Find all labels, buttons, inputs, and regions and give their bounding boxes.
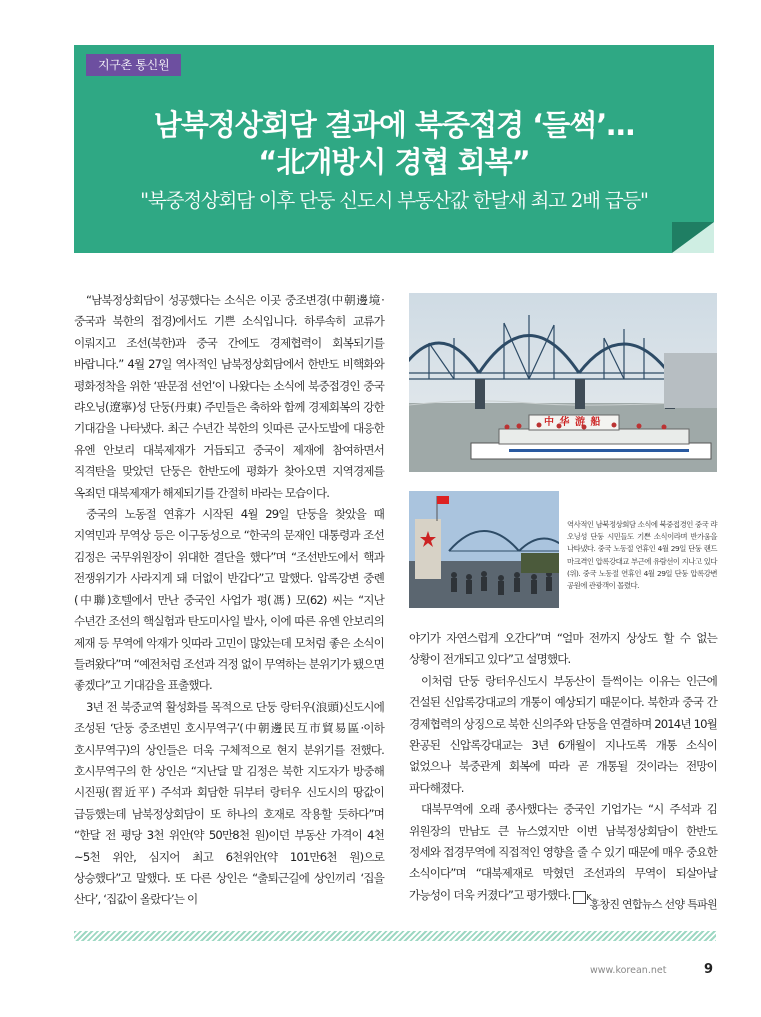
byline: 홍창진 연합뉴스 선양 특파원 xyxy=(589,898,717,911)
end-mark-icon: K xyxy=(573,891,586,904)
category-tag: 지구촌 통신원 xyxy=(86,54,181,76)
headline-line-1: 남북정상회담 결과에 북중접경 ‘들썩’… xyxy=(153,108,635,142)
article-paragraph: 이처럼 단둥 랑터우신도시 부동산이 들썩이는 이유는 인근에 건설된 신압록강대교의 개통이 예상되기 때문이다. 북한과 중국 간 경제협력의 상징으로 북한 신의주와 단둥을 연결하며 2014년 10월 완공된 신압록강대교는 3년 6개월이 지나도록 개통 소식이 없었으나 북중관계 회복에 따라 곧 개통될 것이라는 전망이 파다해졌다. xyxy=(409,673,717,795)
footer-url: www.korean.net xyxy=(590,965,667,976)
headline-line-2: “北개방시 경협 회복” xyxy=(258,145,530,179)
article-left-column xyxy=(74,290,384,911)
bridge-illustration xyxy=(409,293,717,472)
subheadline: "북중정상회담 이후 단둥 신도시 부동산값 한달새 최고 2배 급등" xyxy=(140,189,648,212)
footer-decorative-band xyxy=(74,931,716,941)
photo-caption: 역사적인 남북정상회담 소식에 북중접경인 중국 랴오닝성 단둥 시민들도 기쁜 소식이라며 반가움을 나타냈다. 중국 노동절 연휴인 4월 29일 단둥 랜드마크격인 압록강대교 부근에 유람선이 지나고 있다(위). 중국 노동절 연휴인 4월 29일 단둥 압록강변 공원에 관광객이 몰렸다. xyxy=(567,520,717,591)
page-number: 9 xyxy=(704,962,714,977)
article-paragraph: 중국의 노동절 연휴가 시작된 4월 29일 단둥을 찾았을 때 지역민과 무역상 등은 이구동성으로 “한국의 문재인 대통령과 조선 김정은 국무위원장이 위대한 결단을 했다”며 “조선반도에서 핵과 전쟁위기가 사라지게 돼 더없이 반갑다”고 말했다. 압록강변 중롄(中聯)호텔에서 만난 중국인 사업가 펑(馮) 모(62) 씨는 “지난 수년간 조선의 핵실험과 탄도미사일 발사, 이에 따른 유엔 안보리의 제재 등 무역에 악재가 잇따라 고민이 많았는데 모처럼 좋은 소식이 들려왔다”며 “예전처럼 조선과 걱정 없이 무역하는 분위기가 됐으면 좋겠다”고 기대감을 표출했다. xyxy=(74,507,384,693)
article-paragraph-text: 대북무역에 오래 종사했다는 중국인 기업가는 “시 주석과 김 위원장의 만남도 큰 뉴스였지만 이번 남북정상회담이 한반도 정세와 접경무역에 직접적인 영향을 줄 수 있기 때문에 매우 중요한 소식이다”며 “대북제재로 막혔던 조선과의 무역이 되살아날 가능성이 더욱 커졌다”고 평가했다. xyxy=(409,802,717,902)
banner-fold-corner xyxy=(672,222,714,253)
article-paragraph: 야기가 자연스럽게 오간다”며 “얼마 전까지 상상도 할 수 없는 상황이 전개되고 있다”고 설명했다. xyxy=(409,631,717,667)
photo-bridge-boat xyxy=(409,293,717,472)
article-paragraph: “남북정상회담이 성공했다는 소식은 이곳 중조변경(中朝邊境·중국과 북한의 접경)에서도 기쁜 소식입니다. 하루속히 교류가 이뤄지고 조선(북한)과 중국 간에도 경제협력이 회복되기를 바랍니다.” 4월 27일 역사적인 남북정상회담에서 한반도 비핵화와 평화정착을 위한 ‘판문점 선언’이 나왔다는 소식에 북중접경인 중국 랴오닝(遼寧)성 단둥(丹東) 주민들은 축하와 함께 경제회복의 강한 기대감을 나타냈다. 최근 수년간 북한의 잇따른 군사도발에 대응한 유엔 안보리 대북제재가 거듭되고 중국이 제재에 참여하면서 직격탄을 맞았던 단둥은 한반도에 평화가 찾아오면 지역경제를 옥죄던 대북제재가 해제되기를 간절히 바라는 모습이다. xyxy=(74,293,384,500)
park-illustration xyxy=(409,491,559,608)
article-right-column xyxy=(409,628,717,906)
article-paragraph xyxy=(409,799,717,906)
photo-park-tourists xyxy=(409,491,559,608)
article-paragraph: 3년 전 북중교역 활성화를 목적으로 단둥 랑터우(浪頭)신도시에 조성된 ‘단둥 중조변민 호시무역구’(中朝邊民互市貿易區·이하 호시무역구)의 상인들은 더욱 구체적으로 현지 분위기를 전했다. 호시무역구의 한 상인은 “지난달 말 김정은 북한 지도자가 방중해 시진핑(習近平) 주석과 회담한 뒤부터 랑터우 신도시의 땅값이 급등했는데 남북정상회담이 또 하나의 호재로 작용할 듯하다”며 “한달 전 평당 3천 위안(약 50만8천 원)이던 부동산 가격이 4천~5천 위안, 심지어 최고 6천위안(약 101만6천 원)으로 상승했다”고 말했다. 또 다른 상인은 “출퇴근길에 상인끼리 ‘집을 산다’, ‘집값이 올랐다’는 이 xyxy=(74,699,384,907)
boat-sign: 中 华 游 船 xyxy=(544,417,602,428)
